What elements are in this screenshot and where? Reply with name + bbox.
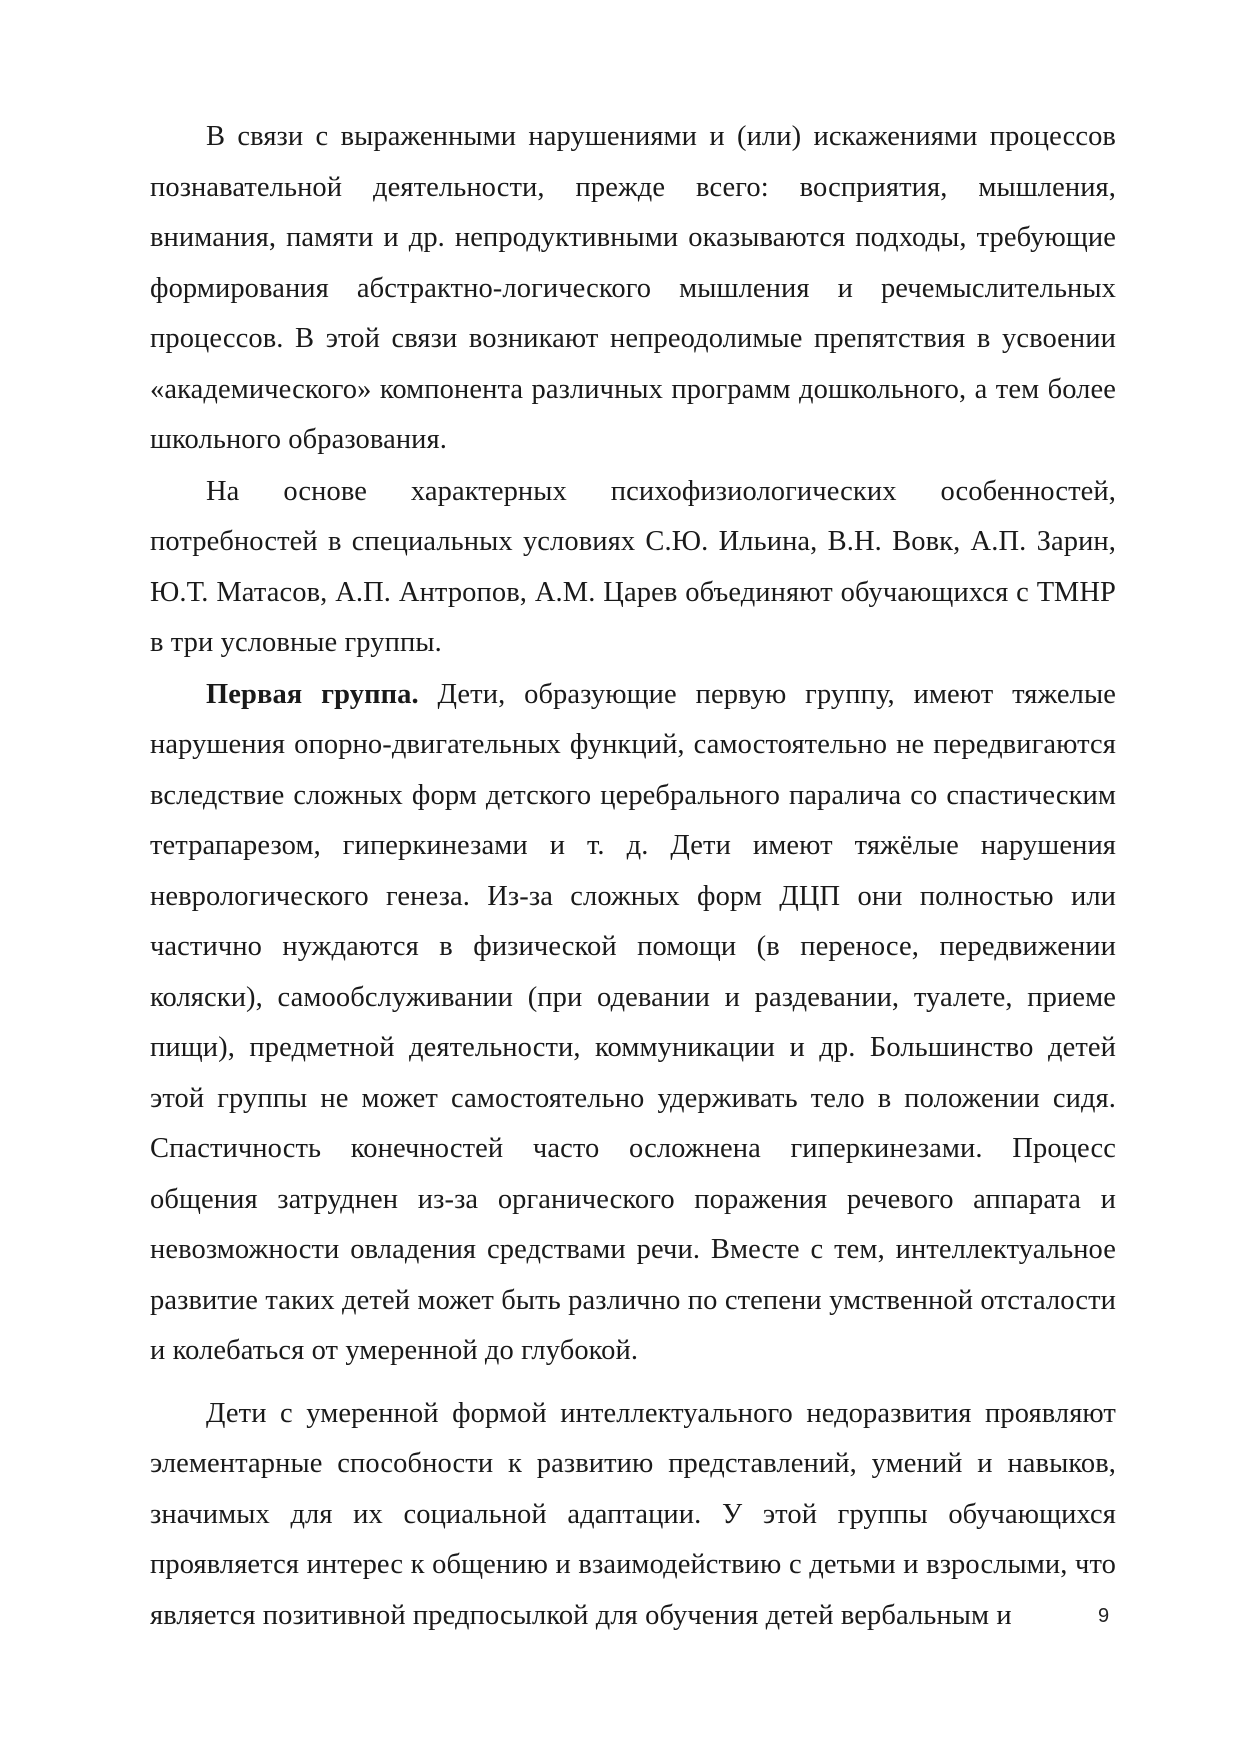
document-page [150,112,1116,1641]
first-group-text: Дети, образующие первую группу, имеют тяжелые нарушения опорно-двигательных функций, самостоятельно не передвигаются вследствие сложных форм детского церебрального паралича со спастическим тетрапарезом, гиперкинезами и т. д. Дети имеют тяжёлые нарушения неврологического генеза. Из-за сложных форм ДЦП они полностью или частично нуждаются в физической помощи (в переносе, передвижении коляски), самообслуживании (при одевании и раздевании, туалете, приеме пищи), предметной деятельности, коммуникации и др. Большинство детей этой группы не может самостоятельно удерживать тело в положении сидя. Спастичность конечностей часто осложнена гиперкинезами. Процесс общения затруднен из-за органического поражения речевого аппарата и невозможности овладения средствами речи. Вместе с тем, интеллектуальное развитие таких детей может быть различно по степени умственной отсталости и колебаться от умеренной до глубокой. [150,678,1116,1366]
first-group-heading: Первая группа. [206,678,419,710]
paragraph-first-group [150,670,1116,1377]
paragraph-cognitive-impairments: В связи с выраженными нарушениями и (или) искажениями процессов познавательной деятельности, прежде всего: восприятия, мышления, внимания, памяти и др. непродуктивными оказываются подходы, требующие формирования абстрактно-логического мышления и речемыслительных процессов. В этой связи возникают непреодолимые препятствия в усвоении «академического» компонента различных программ дошкольного, а тем более школьного образования. [150,121,1116,455]
page-number: 9 [1098,1605,1110,1627]
paragraph-moderate-form: Дети с умеренной формой интеллектуального недоразвития проявляют элементарные способности к развитию представлений, умений и навыков, значимых для их социальной адаптации. У этой группы обучающихся проявляется интерес к общению и взаимодействию с детьми и взрослыми, что является позитивной предпосылкой для обучения детей вербальным и [150,1397,1116,1631]
paragraph-three-groups: На основе характерных психофизиологических особенностей, потребностей в специальных условиях С.Ю. Ильина, В.Н. Вовк, А.П. Зарин, Ю.Т. Матасов, А.П. Антропов, А.М. Царев объединяют обучающихся с ТМНР в три условные группы. [150,475,1116,658]
